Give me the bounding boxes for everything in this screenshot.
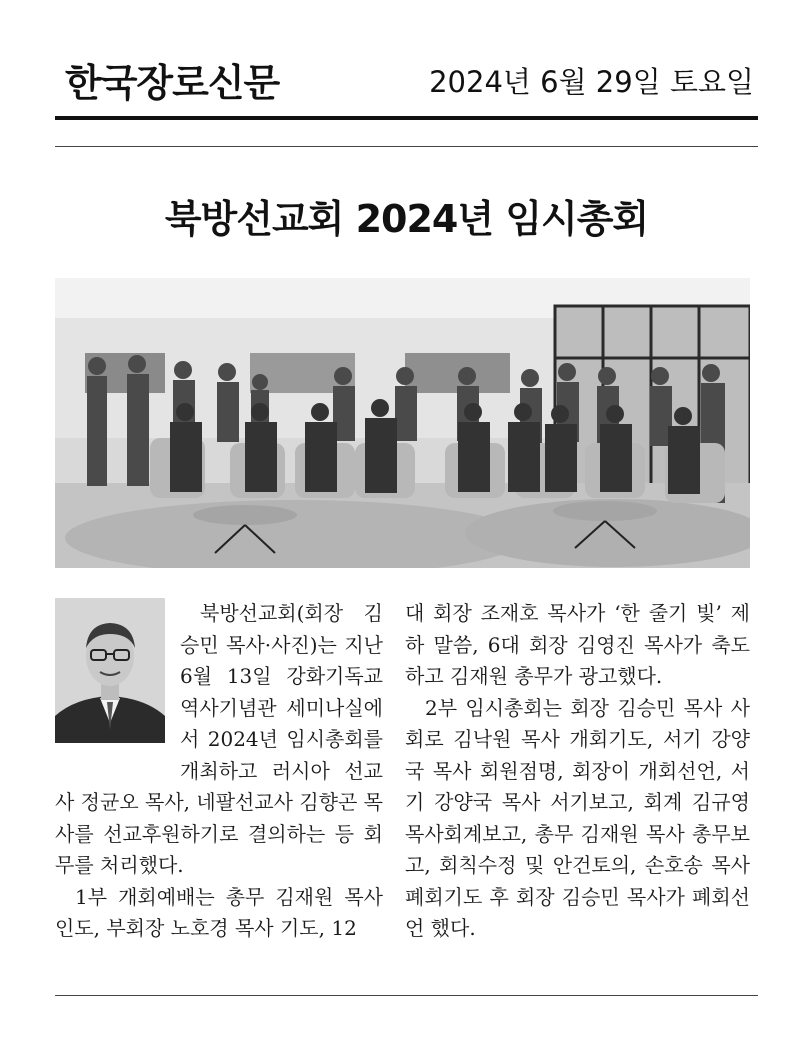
paragraph-intro: 북방선교회(회장 김승민 목사·사진)는 지난 6월 13일 강화기독교 역사기념관 세미나실에서 2024년 임시총회를 개최하고 러시아 선교사 정균오 목사, 네팔선교사 김향곤 목사를 선교후원하기로 결의하는 등 회무를 처리했다.: [55, 601, 383, 877]
article-column-right: [405, 598, 750, 945]
top-divider: [55, 146, 758, 147]
publication-date: 2024년 6월 29일 토요일: [429, 65, 754, 99]
portrait-spacer: [55, 598, 180, 761]
newspaper-name: 한국장로신문: [65, 61, 280, 105]
article-column-left: [55, 598, 383, 945]
masthead-rule: [55, 116, 758, 120]
bottom-divider: [55, 995, 758, 996]
paragraph-part2: 2부 임시총회는 회장 김승민 목사 사회로 김낙원 목사 개회기도, 서기 강양국 목사 회원점명, 회장이 개회선언, 서기 강양국 목사 서기보고, 회계 김규영 목사회계보고, 총무 김재원 목사 총무보고, 회칙수정 및 안건토의, 손호송 목사 폐회기도 후 회장 김승민 목사가 폐회선언 했다.: [405, 695, 750, 940]
article-headline: 북방선교회 2024년 임시총회: [164, 197, 649, 241]
group-photo: [55, 278, 750, 568]
masthead: [55, 44, 758, 104]
paragraph-continued: 대 회장 조재호 목사가 ‘한 줄기 빛’ 제하 말씀, 6대 회장 김영진 목사가 축도하고 김재원 총무가 광고했다.: [405, 601, 750, 688]
paragraph-part1: 1부 개회예배는 총무 김재원 목사 인도, 부회장 노호경 목사 기도, 12: [55, 884, 383, 940]
